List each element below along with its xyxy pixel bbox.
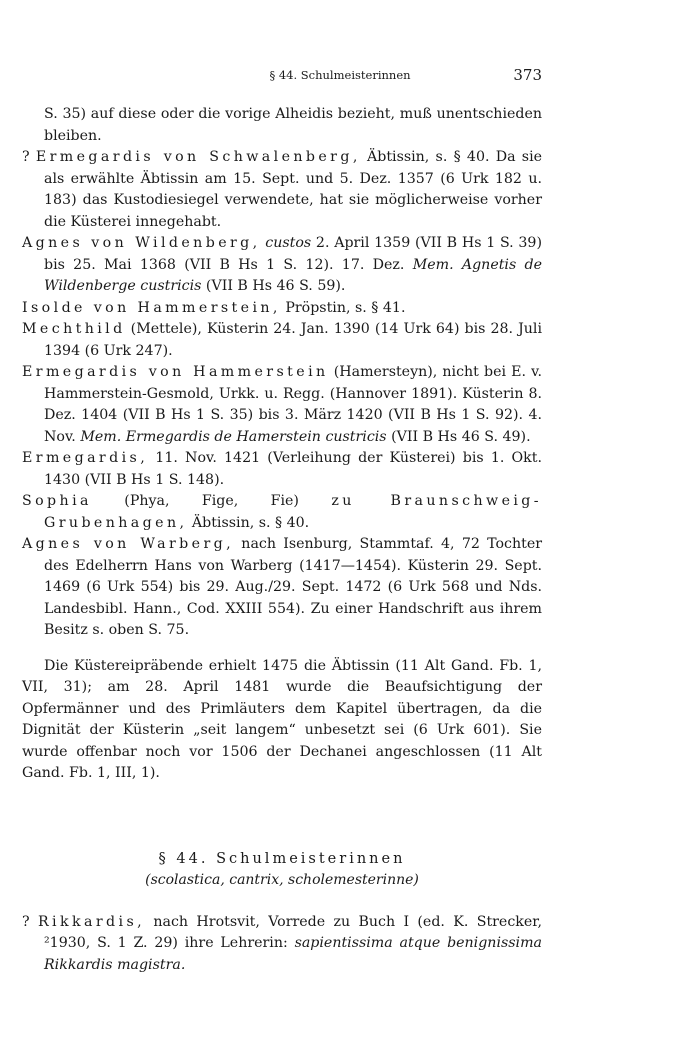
entry-ermegardis-hammerstein: Ermegardis von Hammerstein (Hamersteyn), nicht bei E. v. Hammerstein-Gesmold, Urkk. u. Regg. (Hannover 1891). Küsterin 8. Dez. 1404 (VII B Hs 1 S. 35) bis 3. März 1420 (VII B Hs 1 S. 92). 4. Nov. Mem. Ermegardis de Hamerstein custricis (VII B Hs 46 S. 49). bbox=[22, 364, 543, 445]
entry-name: Ermegardis von Hammerstein bbox=[22, 364, 329, 380]
page-content bbox=[22, 104, 542, 976]
section-subtitle: (scolastica, cantrix, scholemesterinne) bbox=[145, 872, 419, 888]
entry-ermegardis: Ermegardis, 11. Nov. 1421 (Verleihung der Küsterei) bis 1. Okt. 1430 (VII B Hs 1 S. 148). bbox=[22, 450, 542, 488]
section-heading bbox=[22, 849, 542, 892]
entry-mechthild: Mechthild (Mettele), Küsterin 24. Jan. 1390 (14 Urk 64) bis 28. Juli 1394 (6 Urk 247). bbox=[22, 321, 542, 359]
entry-name: Agnes von Wildenberg, bbox=[22, 235, 261, 251]
body-paragraph: Die Küstereipräbende erhielt 1475 die Äbtissin (11 Alt Gand. Fb. 1, VII, 31); am 28. April 1481 wurde die Beaufsichtigung der Opfermänner und des Primläuters dem Kapitel übertragen, da die Dignität der Küsterin „seit langem“ unbesetzt sei (6 Urk 601). Sie wurde offenbar noch vor 1506 der Dechanei angeschlossen (11 Alt Gand. Fb. 1, III, 1). bbox=[22, 657, 542, 781]
entry-name: Ermegardis von Schwalenberg, bbox=[35, 149, 361, 165]
entry-name: Sophia bbox=[22, 493, 92, 509]
entry-ermegardis-schwalenberg: ? Ermegardis von Schwalenberg, Äbtissin, s. § 40. Da sie als erwählte Äbtissin am 15. Sept. und 5. Dez. 1357 (6 Urk 182 u. 183) das Kustodiesiegel verwendete, hat sie möglicherweise vorher die Küsterei innegehabt. bbox=[22, 149, 542, 230]
entry-name: Ermegardis, bbox=[22, 450, 149, 466]
entry-agnes-wildenberg: Agnes von Wildenberg, custos 2. April 1359 (VII B Hs 1 S. 39) bis 25. Mai 1368 (VII B Hs 1 S. 12). 17. Dez. Mem. Agnetis de Wildenberge custricis (VII B Hs 46 S. 59). bbox=[22, 235, 542, 294]
section-title: § 44. Schulmeisterinnen bbox=[158, 850, 406, 867]
page-number: 373 bbox=[513, 66, 542, 84]
entry-continuation: S. 35) auf diese oder die vorige Alheidis bezieht, muß unentschieden bleiben. bbox=[44, 106, 542, 144]
entry-name-2: zu Braunschweig-Grubenhagen, bbox=[44, 493, 542, 531]
page-header bbox=[0, 68, 700, 88]
entry-name: Agnes von Warberg, bbox=[22, 536, 235, 552]
entry-name: Rikkardis, bbox=[37, 913, 146, 930]
entry-agnes-warberg: Agnes von Warberg, nach Isenburg, Stammtaf. 4, 72 Tochter des Edelherrn Hans von Warberg (1417—1454). Küsterin 29. Sept. 1469 (6 Urk 554) bis 29. Aug./29. Sept. 1472 (6 Urk 568 und Nds. Landesbibl. Hann., Cod. XXIII 554). Zu einer Handschrift aus ihrem Besitz s. oben S. 75. bbox=[22, 536, 543, 638]
entry-name: Mechthild bbox=[22, 321, 126, 337]
entry-isolde-hammerstein: Isolde von Hammerstein, Pröpstin, s. § 41. bbox=[22, 299, 406, 316]
entry-rikkardis: ? Rikkardis, nach Hrotsvit, Vorrede zu Buch I (ed. K. Strecker, ²1930, S. 1 Z. 29) ihre Lehrerin: sapientissima atque benignissima Rikkardis magistra. bbox=[22, 913, 542, 973]
entry-sophia: Sophia (Phya, Fige, Fie) zu Braunschweig-Grubenhagen, Äbtissin, s. § 40. bbox=[22, 493, 542, 531]
entry-name: Isolde von Hammerstein, bbox=[22, 299, 281, 316]
running-title: § 44. Schulmeisterinnen bbox=[269, 68, 411, 82]
